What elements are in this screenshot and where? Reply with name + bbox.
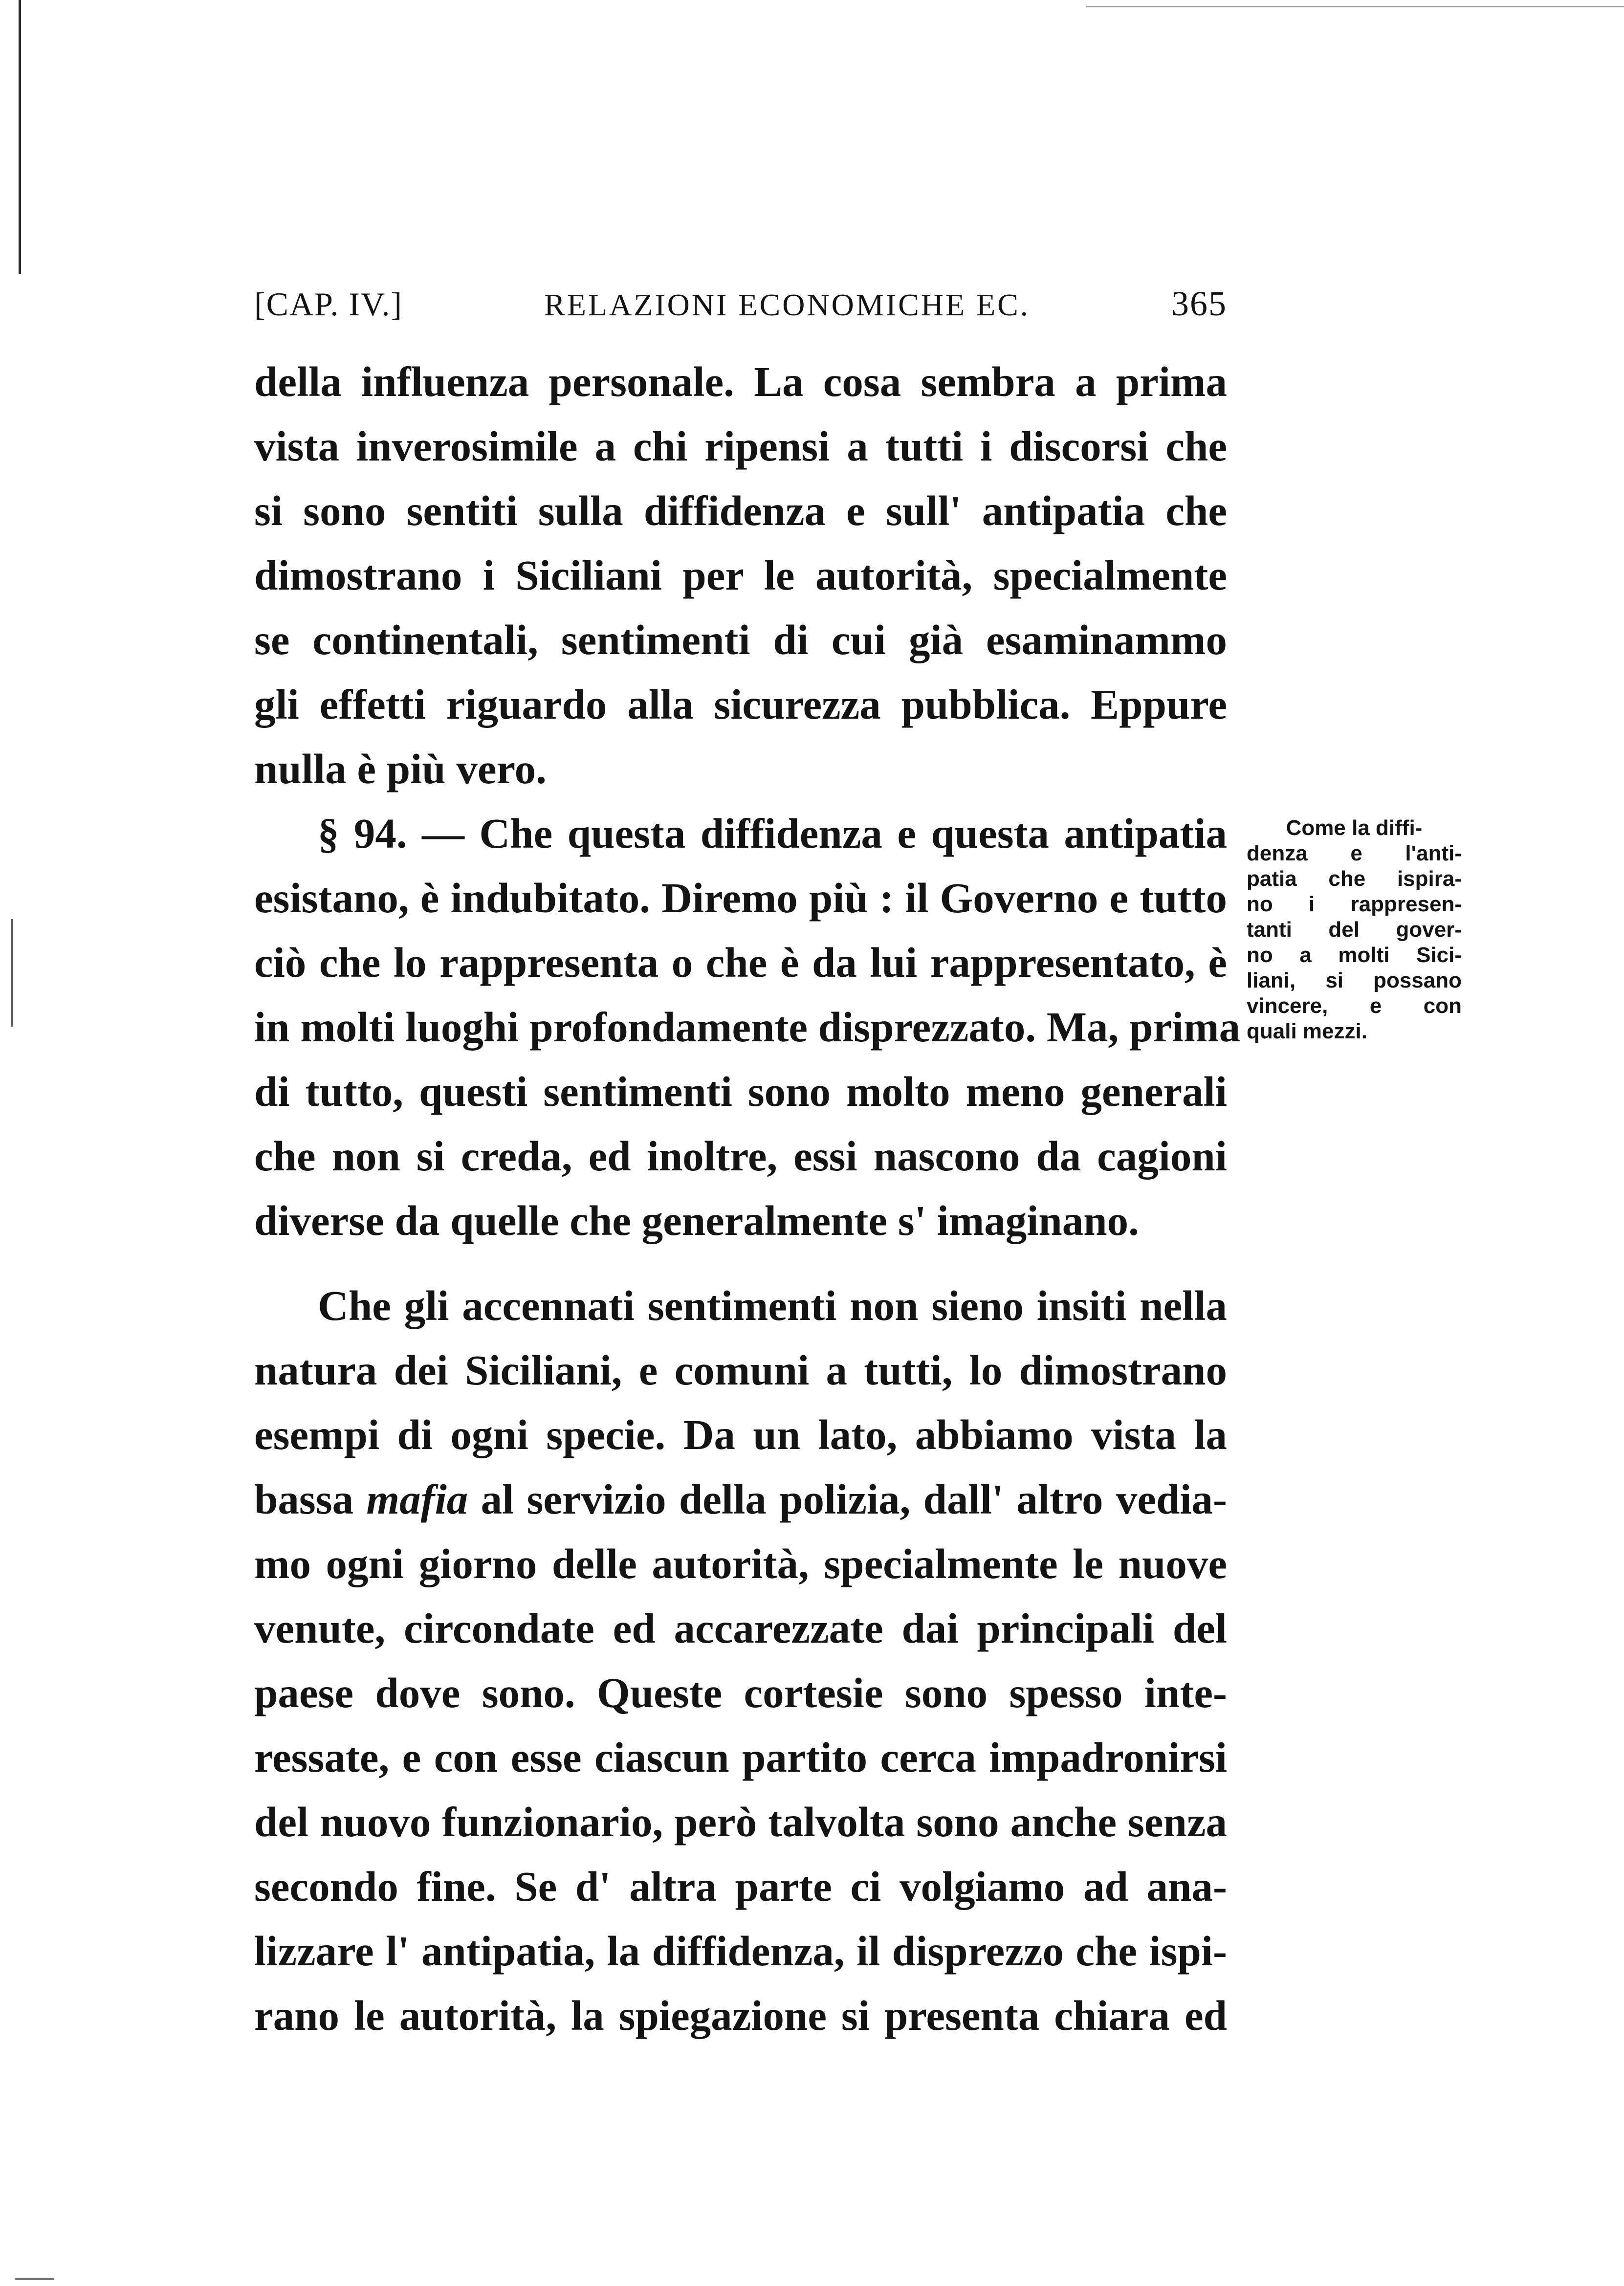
body-text: [254, 350, 1241, 2048]
marginal-note-line: liani, si possano: [1247, 968, 1462, 992]
text-line: che non si creda, ed inoltre, essi nascono da cagioni: [254, 1132, 1227, 1180]
marginal-note-line: vincere, e con: [1247, 994, 1462, 1018]
text-line: del nuovo funzionario, però talvolta sono anche senza: [254, 1798, 1227, 1846]
running-title: RELAZIONI ECONOMICHE EC.: [544, 287, 1030, 322]
marginal-note-line: no a molti Sici-: [1247, 943, 1462, 967]
marginal-note-line: quali mezzi.: [1247, 1019, 1367, 1043]
paragraph-gap: [254, 1253, 1227, 1274]
text-line: vista inverosimile a chi ripensi a tutti i discorsi che: [254, 422, 1227, 470]
marginal-note-line: no i rappresen-: [1247, 892, 1462, 916]
text-line: esempi di ogni specie. Da un lato, abbiamo vista la: [254, 1411, 1227, 1458]
page-number: 365: [1171, 284, 1227, 323]
scan-edge-mark: [19, 0, 21, 274]
text-line: della influenza personale. La cosa sembra a prima: [254, 358, 1227, 405]
text-fragment: bassa: [254, 1475, 354, 1523]
scan-edge-mark: [1086, 6, 1624, 7]
text-line: gli effetti riguardo alla sicurezza pubblica. Eppure: [254, 681, 1227, 728]
text-line: si sono sentiti sulla diffidenza e sull' antipatia che: [254, 487, 1227, 534]
text-fragment: al servizio della polizia, dall' altro vedia-: [481, 1475, 1227, 1523]
italic-word: mafia: [366, 1475, 468, 1523]
text-line: rano le autorità, la spiegazione si presenta chiara ed: [254, 1992, 1227, 2039]
text-line-mixed: [254, 1467, 1227, 1532]
text-line: Che gli accennati sentimenti non sieno insiti nella: [318, 1282, 1227, 1329]
text-line: dimostrano i Siciliani per le autorità, specialmente: [254, 551, 1227, 599]
marginal-note-line: denza e l'anti-: [1247, 841, 1462, 865]
text-line: di tutto, questi sentimenti sono molto meno generali: [254, 1068, 1227, 1115]
text-line: diverse da quelle che generalmente s' imaginano.: [254, 1197, 1139, 1244]
chapter-label: [CAP. IV.]: [254, 286, 403, 323]
section-heading-line: § 94. — Che questa diffidenza e questa antipatia: [318, 810, 1227, 857]
text-line: ressate, e con esse ciascun partito cerca impadronirsi: [254, 1734, 1227, 1781]
text-line: paese dove sono. Queste cortesie sono spesso inte-: [254, 1669, 1227, 1716]
running-header: [254, 284, 1227, 337]
scan-edge-mark: [15, 2278, 54, 2280]
text-line: lizzare l' antipatia, la diffidenza, il disprezzo che ispi-: [254, 1927, 1227, 1975]
text-line: mo ogni giorno delle autorità, specialmente le nuove: [254, 1540, 1227, 1587]
text-line: se continentali, sentimenti di cui già esaminammo: [254, 616, 1227, 663]
text-line: venute, circondate ed accarezzate dai principali del: [254, 1605, 1227, 1652]
text-line: ciò che lo rappresenta o che è da lui rappresentato, è: [254, 939, 1227, 986]
marginal-note: [1247, 815, 1462, 1044]
marginal-note-line: patia che ispira-: [1247, 867, 1462, 891]
scan-edge-mark: [11, 919, 13, 1027]
text-line: nulla è più vero.: [254, 745, 547, 792]
text-line: in molti luoghi profondamente disprezzato. Ma, prima: [254, 1003, 1241, 1051]
text-line: natura dei Siciliani, e comuni a tutti, lo dimostrano: [254, 1346, 1227, 1394]
marginal-note-line: Come la diffi-: [1286, 816, 1423, 840]
text-line: esistano, è indubitato. Diremo più : il Governo e tutto: [254, 874, 1227, 922]
marginal-note-line: tanti del gover-: [1247, 918, 1462, 942]
text-line: secondo fine. Se d' altra parte ci volgiamo ad ana-: [254, 1863, 1227, 1910]
